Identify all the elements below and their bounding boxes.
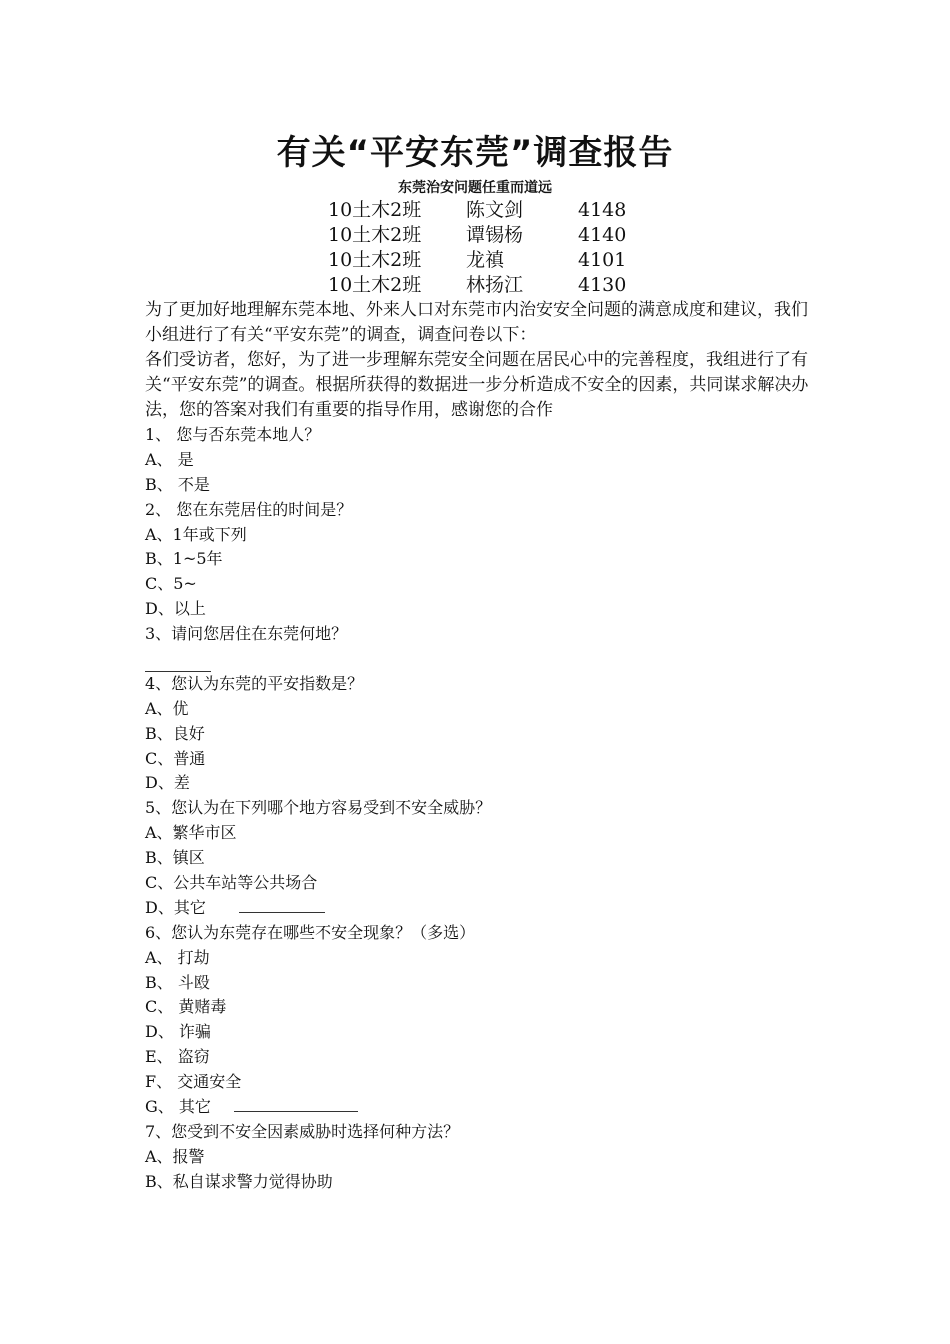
option: D、其它 (145, 897, 206, 917)
option: F、 交通安全 (145, 1072, 242, 1092)
option: B、1~5年 (145, 549, 223, 569)
member-name: 龙禛 (466, 249, 505, 271)
option: B、私自谋求警力觉得协助 (145, 1171, 333, 1191)
member-id: 4130 (578, 274, 627, 296)
member-name: 林扬江 (466, 274, 524, 296)
option: A、繁华市区 (145, 823, 237, 843)
option: A、报警 (145, 1146, 205, 1166)
answer-blank-row (145, 647, 810, 672)
member-row (328, 223, 626, 248)
option: C、公共车站等公共场合 (145, 873, 318, 893)
member-list (328, 198, 626, 298)
option: D、以上 (145, 599, 206, 619)
question-4: 4、您认为东莞的平安指数是？ (145, 673, 364, 693)
option: A、1年或下列 (145, 524, 247, 544)
answer-blank (239, 896, 325, 913)
question-2: 2、 您在东莞居住的时间是？ (145, 499, 353, 519)
option: B、良好 (145, 723, 205, 743)
intro-paragraph: 为了更加好地理解东莞本地、外来人口对东莞市内治安安全问题的满意成度和建议，我们小组进行了有关“平安东莞”的调查，调查问卷以下： (145, 300, 808, 345)
option: B、 不是 (145, 474, 210, 494)
question-1: 1、 您与否东莞本地人？ (145, 425, 321, 444)
option-row (145, 1095, 810, 1120)
page-title: 有关“平安东莞”调查报告 (276, 133, 674, 173)
member-row (328, 198, 626, 223)
option: D、 诈骗 (145, 1022, 211, 1042)
greeting-paragraph: 各们受访者，您好，为了进一步理解东莞安全问题在居民心中的完善程度，我组进行了有关“平安东莞”的调查。根据所获得的数据进一步分析造成不安全的因素，共同谋求解决办法，您的答案对我们有重要的指导作用，感谢您的合作 (145, 350, 809, 420)
option: A、 是 (145, 449, 194, 469)
member-id: 4101 (578, 249, 627, 271)
member-name: 陈文剑 (466, 199, 524, 221)
option: G、 其它 (145, 1097, 211, 1117)
member-name: 谭锡杨 (466, 224, 524, 246)
option: C、5~ (145, 574, 197, 594)
question-3: 3、请问您居住在东莞何地？ (145, 624, 348, 644)
question-7: 7、您受到不安全因素威胁时选择何种方法？ (145, 1121, 460, 1141)
option: D、差 (145, 773, 190, 793)
option: C、普通 (145, 748, 206, 768)
answer-blank (234, 1095, 358, 1112)
option: B、 斗殴 (145, 972, 210, 992)
member-row (328, 273, 626, 298)
option: C、 黄赌毒 (145, 997, 227, 1017)
option: A、优 (145, 698, 189, 718)
page-subtitle: 东莞治安问题任重而道远 (398, 180, 552, 196)
member-id: 4140 (578, 224, 627, 246)
member-id: 4148 (578, 199, 627, 221)
option: A、 打劫 (145, 947, 210, 967)
option: B、镇区 (145, 848, 205, 868)
question-6: 6、您认为东莞存在哪些不安全现象？（多选） (145, 922, 476, 942)
option-row (145, 896, 810, 921)
member-class: 10土木2班 (328, 249, 422, 271)
member-class: 10土木2班 (328, 199, 422, 221)
question-5: 5、您认为在下列哪个地方容易受到不安全威胁？ (145, 798, 492, 818)
survey-body (145, 298, 810, 1195)
member-row (328, 248, 626, 273)
member-class: 10土木2班 (328, 224, 422, 246)
option: E、 盗窃 (145, 1047, 210, 1067)
member-class: 10土木2班 (328, 274, 422, 296)
answer-blank (145, 655, 211, 672)
